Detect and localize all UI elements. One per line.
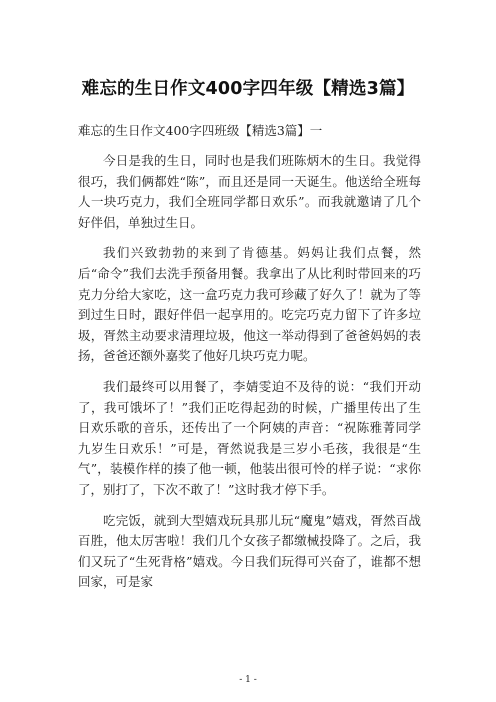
paragraph: 吃完饭，就到大型嬉戏玩具那儿玩“魔鬼”嬉戏，胥然百战百胜，他太厉害啦！我们几个女孩子都缴械投降了。之后，我们又玩了“生死背格”嬉戏。今日我们玩得可兴奋了，谁都不想回家，可是家	[78, 512, 421, 590]
document-subtitle: 难忘的生日作文400字四班级【精选3篇】一	[78, 123, 323, 138]
page-number: - 1 -	[239, 675, 257, 685]
paragraph: 我们兴致勃勃的来到了肯德基。妈妈让我们点餐，然后“命令”我们去洗手预备用餐。我拿出了从比利时带回来的巧克力分给大家吃，这一盒巧克力我可珍藏了好久了！就为了等到过生日时，跟好伴侣一起享用的。吃完巧克力留下了许多垃圾，胥然主动要求清理垃圾，他这一举动得到了爸爸妈妈的表扬，爸爸还额外嘉奖了他好几块巧克力呢。	[78, 245, 421, 364]
document-body	[78, 151, 421, 603]
paragraph: 今日是我的生日，同时也是我们班陈炳木的生日。我觉得很巧，我们俩都姓“陈”，而且还是同一天诞生。他送给全班每人一块巧克力，我们全班同学都日欢乐”。而我就邀请了几个好伴侣，单独过生日。	[78, 153, 421, 230]
paragraph: 我们最终可以用餐了，李婧雯迫不及待的说：“我们开动了，我可饿坏了！”我们正吃得起劲的时候，广播里传出了生日欢乐歌的音乐，还传出了一个阿姨的声音：“祝陈雅菁同学九岁生日欢乐！”可是，胥然说我是三岁小毛孩，我很是“生气”，装模作样的揍了他一顿，他装出很可怜的样子说：“求你了，别打了，下次不敢了！”这时我才停下手。	[78, 378, 421, 497]
document-title: 难忘的生日作文400字四年级【精选3篇】	[81, 79, 415, 99]
